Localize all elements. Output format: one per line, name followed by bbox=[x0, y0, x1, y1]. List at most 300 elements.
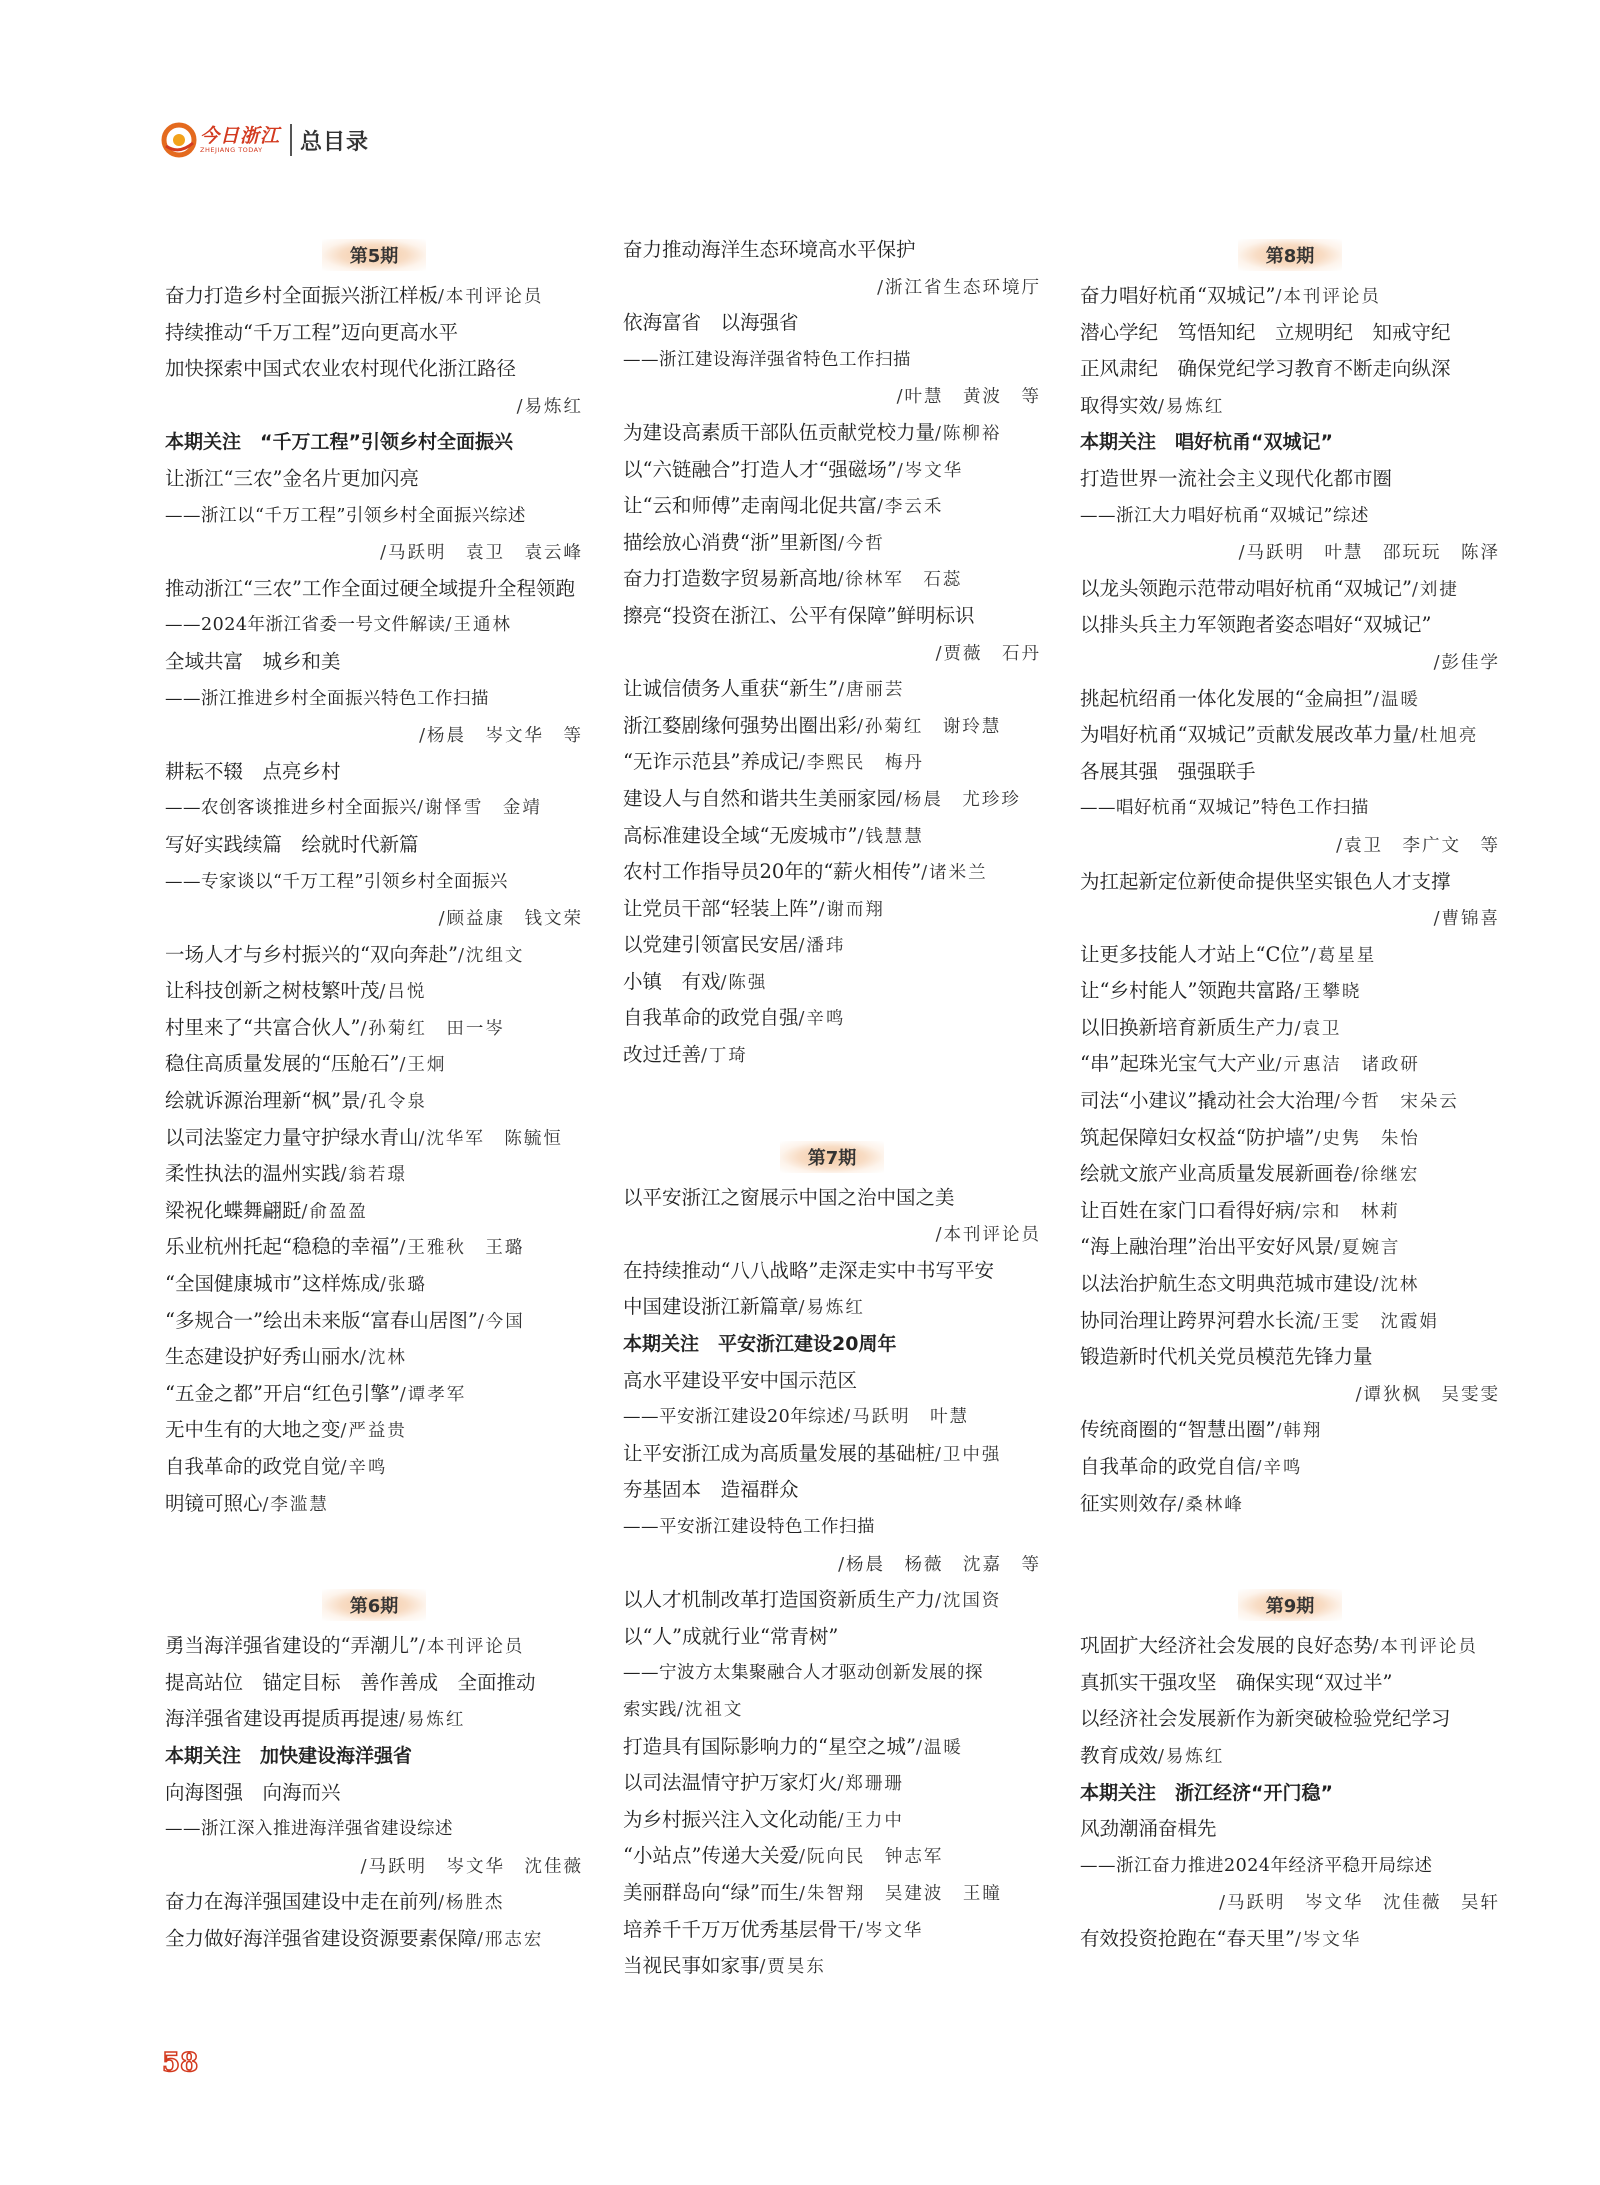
author-name: /郑珊珊 bbox=[837, 1774, 904, 1795]
entry-text: 让“乡村能人”领跑共富路 bbox=[1080, 979, 1295, 1003]
entry-text: 以人才机制改革打造国资新质生产力 bbox=[623, 1588, 936, 1612]
author-name: /沈林 bbox=[1372, 1275, 1420, 1296]
entry-text: 本期关注 “千万工程”引领乡村全面振兴 bbox=[165, 431, 513, 454]
author-name: /李云禾 bbox=[876, 497, 944, 518]
entry-text: 本期关注 浙江经济“开门稳” bbox=[1080, 1781, 1333, 1804]
author-line bbox=[623, 1216, 1041, 1253]
entry-text: 建设人与自然和谐共生美丽家园 bbox=[623, 786, 897, 810]
article-title bbox=[623, 1000, 1041, 1037]
author-line bbox=[1080, 900, 1500, 937]
entry-text: 索实践 bbox=[623, 1699, 677, 1720]
author-name: /顾益康 钱文荣 bbox=[438, 909, 583, 930]
issue-label: 第5期 bbox=[322, 239, 427, 271]
issue-label: 第7期 bbox=[780, 1141, 885, 1173]
article-title bbox=[1080, 1628, 1500, 1665]
article-title bbox=[165, 973, 583, 1010]
author-line bbox=[1080, 644, 1500, 681]
author-name: /谭狄枫 吴雯雯 bbox=[1355, 1384, 1500, 1405]
entry-text: 挑起杭绍甬一体化发展的“金扁担” bbox=[1080, 686, 1373, 710]
article-subtitle bbox=[1080, 1848, 1500, 1885]
issue-heading bbox=[165, 1582, 583, 1628]
author-name: /马跃明 岑文华 沈佳薇 bbox=[360, 1856, 583, 1877]
article-title bbox=[1080, 1193, 1500, 1230]
author-name: /邢志宏 bbox=[477, 1929, 544, 1950]
article-title bbox=[1080, 1449, 1500, 1486]
author-name: /马跃明 叶慧 bbox=[844, 1407, 970, 1428]
focus-heading bbox=[1080, 1775, 1500, 1812]
entry-text: “全国健康城市”这样炼成 bbox=[165, 1272, 380, 1296]
article-title bbox=[165, 1193, 583, 1230]
page-number bbox=[162, 2048, 200, 2086]
entry-text: 农村工作指导员20年的“薪火相传” bbox=[623, 860, 922, 884]
entry-text: 当视民事如家事 bbox=[623, 1954, 760, 1978]
article-title bbox=[623, 598, 1041, 635]
article-subtitle bbox=[165, 790, 583, 827]
author-name: /徐林军 石蕊 bbox=[837, 570, 963, 591]
author-name: /岑文华 bbox=[896, 460, 964, 481]
author-line bbox=[1080, 534, 1500, 571]
author-name: /钱慧慧 bbox=[857, 826, 924, 847]
entry-text: 写好实践续篇 绘就时代新篇 bbox=[165, 832, 419, 856]
entry-text: 巩固扩大经济社会发展的良好态势 bbox=[1080, 1634, 1373, 1658]
issue-label: 第8期 bbox=[1238, 239, 1343, 271]
entry-text: 高水平建设平安中国示范区 bbox=[623, 1368, 858, 1392]
entry-text: 为唱好杭甬“双城记”贡献发展改革力量 bbox=[1080, 723, 1412, 747]
article-title bbox=[1080, 1120, 1500, 1157]
article-title bbox=[165, 1775, 583, 1812]
article-title bbox=[1080, 1921, 1500, 1958]
author-line bbox=[1080, 1376, 1500, 1413]
article-title bbox=[165, 571, 583, 608]
author-name: /易炼红 bbox=[516, 396, 583, 417]
author-name: /易炼红 bbox=[1158, 1746, 1225, 1767]
author-name: /宗和 林莉 bbox=[1294, 1201, 1400, 1222]
entry-text: 擦亮“投资在浙江、公平有保障”鲜明标识 bbox=[623, 603, 975, 627]
article-title bbox=[623, 927, 1041, 964]
article-title bbox=[623, 1180, 1041, 1217]
author-name: /辛鸣 bbox=[798, 1009, 846, 1030]
author-name: /易炼红 bbox=[798, 1298, 865, 1319]
entry-text: 加快探索中国式农业农村现代化浙江路径 bbox=[165, 357, 517, 381]
article-title bbox=[1080, 973, 1500, 1010]
author-name: /李滥慧 bbox=[262, 1494, 329, 1515]
author-name: /杜旭亮 bbox=[1411, 726, 1479, 747]
toc-column-3 bbox=[1080, 232, 1500, 1958]
article-subtitle bbox=[165, 607, 583, 644]
entry-text: 以排头兵主力军领跑者姿态唱好“双城记” bbox=[1080, 613, 1432, 637]
entry-text: ——浙江奋力推进2024年经济平稳开局综述 bbox=[1080, 1855, 1433, 1876]
author-line bbox=[1080, 827, 1500, 864]
article-title bbox=[165, 754, 583, 791]
author-name: /吕悦 bbox=[379, 982, 427, 1003]
entry-text: 本期关注 唱好杭甬“双城记” bbox=[1080, 431, 1333, 454]
author-name: /曹锦喜 bbox=[1433, 909, 1500, 930]
entry-text: 以平安浙江之窗展示中国之治中国之美 bbox=[623, 1185, 955, 1209]
article-subtitle bbox=[623, 1655, 1041, 1692]
toc-column-2 bbox=[623, 232, 1041, 1985]
article-title bbox=[165, 1486, 583, 1523]
author-name: /袁卫 bbox=[1294, 1018, 1342, 1039]
logo-title: 今日浙江 bbox=[200, 125, 281, 147]
article-title bbox=[165, 315, 583, 352]
author-name: /葛星星 bbox=[1309, 945, 1377, 966]
article-subtitle bbox=[623, 1692, 1041, 1729]
author-name: /夏婉言 bbox=[1333, 1238, 1401, 1259]
entry-text: 依海富省 以海强省 bbox=[623, 311, 799, 335]
entry-text: 打造世界一流社会主义现代化都市圈 bbox=[1080, 466, 1393, 490]
article-title bbox=[1080, 717, 1500, 754]
author-name: /浙江省生态环境厅 bbox=[877, 277, 1041, 298]
author-name: /王炯 bbox=[399, 1055, 447, 1076]
entry-text: 以党建引领富民安居 bbox=[623, 933, 799, 957]
article-title bbox=[1080, 681, 1500, 718]
article-title bbox=[623, 1472, 1041, 1509]
entry-text: “多规合一”绘出未来版“富春山居图” bbox=[165, 1308, 478, 1332]
entry-text: 正风肃纪 确保党纪学习教育不断走向纵深 bbox=[1080, 357, 1451, 381]
article-title bbox=[165, 1921, 583, 1958]
article-title bbox=[623, 1802, 1041, 1839]
issue-heading bbox=[623, 1134, 1041, 1180]
entry-text: 一场人才与乡村振兴的“双向奔赴” bbox=[165, 942, 458, 966]
entry-text: 稳住高质量发展的“压舱石” bbox=[165, 1052, 400, 1076]
article-title bbox=[623, 232, 1041, 269]
entry-text: 以经济社会发展新作为新突破检验党纪学习 bbox=[1080, 1707, 1451, 1731]
author-name: /叶慧 黄波 等 bbox=[896, 387, 1041, 408]
article-title bbox=[165, 1884, 583, 1921]
entry-text: 筑起保障妇女权益“防护墙” bbox=[1080, 1125, 1315, 1149]
article-title bbox=[1080, 1738, 1500, 1775]
article-title bbox=[165, 461, 583, 498]
article-title bbox=[1080, 937, 1500, 974]
entry-text: 绘就诉源治理新“枫”景 bbox=[165, 1089, 361, 1113]
article-title bbox=[165, 1628, 583, 1665]
article-title bbox=[623, 415, 1041, 452]
article-title bbox=[1080, 1229, 1500, 1266]
article-title bbox=[1080, 1046, 1500, 1083]
entry-text: 为扛起新定位新使命提供坚实银色人才支撑 bbox=[1080, 869, 1451, 893]
author-name: /袁卫 李广文 等 bbox=[1336, 835, 1500, 856]
entry-text: 村里来了“共富合伙人” bbox=[165, 1015, 361, 1039]
author-name: /朱智翔 吴建波 王瞳 bbox=[798, 1883, 1002, 1904]
entry-text: “小站点”传递大关爱 bbox=[623, 1844, 799, 1868]
article-title bbox=[1080, 571, 1500, 608]
article-title bbox=[623, 305, 1041, 342]
issue-heading bbox=[165, 232, 583, 278]
author-line bbox=[165, 900, 583, 937]
entry-text: 提高站位 锚定目标 善作善成 全面推动 bbox=[165, 1670, 536, 1694]
entry-text: 让科技创新之树枝繁叶茂 bbox=[165, 979, 380, 1003]
article-title bbox=[623, 1948, 1041, 1985]
author-name: /陈柳裕 bbox=[935, 423, 1002, 444]
entry-text: “五金之都”开启“红色引擎” bbox=[165, 1381, 400, 1405]
article-subtitle bbox=[623, 342, 1041, 379]
entry-text: 培养千千万万优秀基层骨干 bbox=[623, 1917, 858, 1941]
article-title bbox=[1080, 1083, 1500, 1120]
entry-text: 让“云和师傅”走南闯北促共富 bbox=[623, 494, 877, 518]
author-line bbox=[165, 717, 583, 754]
entry-text: 以“人”成就行业“常青树” bbox=[623, 1624, 839, 1648]
author-name: /本刊评论员 bbox=[1372, 1637, 1478, 1658]
author-line bbox=[623, 378, 1041, 415]
article-title bbox=[1080, 754, 1500, 791]
entry-text: 为建设高素质干部队伍贡献党校力量 bbox=[623, 420, 936, 444]
entry-text: ——平安浙江建设特色工作扫描 bbox=[623, 1517, 875, 1537]
author-name: /沈祖文 bbox=[677, 1699, 744, 1720]
entry-text: 奋力打造数字贸易新高地 bbox=[623, 567, 838, 591]
author-name: /本刊评论员 bbox=[438, 287, 544, 307]
logo-text bbox=[200, 126, 280, 154]
article-title bbox=[1080, 1156, 1500, 1193]
focus-heading bbox=[623, 1326, 1041, 1363]
article-title bbox=[165, 937, 583, 974]
article-title bbox=[1080, 1339, 1500, 1376]
author-name: /王雅秋 王璐 bbox=[399, 1238, 525, 1259]
entry-text: 让党员干部“轻装上阵” bbox=[623, 896, 819, 920]
article-title bbox=[623, 561, 1041, 598]
article-title bbox=[623, 1619, 1041, 1656]
author-name: /辛鸣 bbox=[1255, 1458, 1303, 1478]
entry-text: ——浙江建设海洋强省特色工作扫描 bbox=[623, 349, 911, 370]
author-line bbox=[623, 269, 1041, 306]
author-name: /沈林 bbox=[360, 1348, 407, 1369]
article-subtitle bbox=[165, 498, 583, 535]
article-title bbox=[623, 671, 1041, 708]
article-title bbox=[165, 1229, 583, 1266]
entry-text: 让平安浙江成为高质量发展的基础桩 bbox=[623, 1441, 936, 1465]
article-title bbox=[165, 1339, 583, 1376]
article-title bbox=[623, 744, 1041, 781]
entry-text: 取得实效 bbox=[1080, 393, 1159, 417]
author-name: /亓惠洁 诸政研 bbox=[1275, 1055, 1420, 1076]
author-line bbox=[623, 1546, 1041, 1583]
entry-text: 奋力在海洋强国建设中走在前列 bbox=[165, 1890, 439, 1914]
author-name: /沈国资 bbox=[935, 1591, 1002, 1612]
article-title bbox=[165, 1010, 583, 1047]
article-title bbox=[623, 1363, 1041, 1400]
entry-text: 以“六链融合”打造人才“强磁场” bbox=[623, 457, 897, 481]
author-name: /本刊评论员 bbox=[1275, 287, 1381, 307]
entry-text: 高标准建设全域“无废城市” bbox=[623, 823, 858, 847]
entry-text: 潜心学纪 笃悟知纪 立规明纪 知戒守纪 bbox=[1080, 320, 1451, 344]
author-name: /孔令泉 bbox=[360, 1092, 427, 1113]
author-line bbox=[165, 1848, 583, 1885]
entry-text: ——浙江以“千万工程”引领乡村全面振兴综述 bbox=[165, 505, 526, 526]
entry-text: 有效投资抢跑在“春天里” bbox=[1080, 1926, 1295, 1950]
author-name: /马跃明 袁卫 袁云峰 bbox=[380, 543, 583, 564]
author-name: /贾薇 石丹 bbox=[935, 643, 1041, 664]
author-name: /谢而翔 bbox=[818, 899, 885, 920]
author-line bbox=[165, 534, 583, 571]
author-name: /岑文华 bbox=[1294, 1929, 1362, 1950]
entry-text: 绘就文旅产业高质量发展新画卷 bbox=[1080, 1162, 1354, 1186]
author-name: /杨晨 尤珍珍 bbox=[896, 789, 1021, 810]
author-name: /马跃明 叶慧 邵玩玩 陈泽 bbox=[1238, 543, 1500, 564]
entry-text: 以法治护航生态文明典范城市建设 bbox=[1080, 1272, 1373, 1296]
author-name: /韩翔 bbox=[1275, 1421, 1323, 1442]
article-title bbox=[165, 1412, 583, 1449]
entry-text: 推动浙江“三农”工作全面过硬全域提升全程领跑 bbox=[165, 576, 575, 600]
author-line bbox=[1080, 1884, 1500, 1921]
article-title bbox=[1080, 1303, 1500, 1340]
article-title bbox=[1080, 278, 1500, 315]
author-name: /贾昊东 bbox=[759, 1957, 826, 1978]
article-title bbox=[623, 854, 1041, 891]
article-title bbox=[165, 1046, 583, 1083]
entry-text: 乐业杭州托起“稳稳的幸福” bbox=[165, 1235, 400, 1259]
entry-text: 让浙江“三农”金名片更加闪亮 bbox=[165, 466, 419, 490]
article-title bbox=[1080, 388, 1500, 425]
author-name: /沈华军 陈毓恒 bbox=[418, 1128, 563, 1149]
author-name: /辛鸣 bbox=[340, 1458, 388, 1478]
author-name: /史隽 朱怡 bbox=[1314, 1128, 1420, 1149]
entry-text: “无诈示范县”养成记 bbox=[623, 750, 799, 774]
entry-text: ——宁波方太集聚融合人才驱动创新发展的探 bbox=[623, 1663, 983, 1684]
author-name: /易炼红 bbox=[399, 1710, 466, 1731]
entry-text: 描绘放心消费“浙”里新图 bbox=[623, 530, 838, 554]
entry-text: 真抓实干强攻坚 确保实现“双过半” bbox=[1080, 1670, 1393, 1694]
article-title bbox=[165, 1665, 583, 1702]
article-title bbox=[623, 1037, 1041, 1074]
author-name: /谢怿雪 金靖 bbox=[417, 798, 542, 819]
author-name: /唐丽芸 bbox=[837, 680, 905, 701]
entry-text: 柔性执法的温州实践 bbox=[165, 1162, 341, 1186]
entry-text: 自我革命的政党自信 bbox=[1080, 1455, 1256, 1478]
entry-text: 无中生有的大地之变 bbox=[165, 1418, 341, 1442]
article-title bbox=[165, 1303, 583, 1340]
entry-text: 以旧换新培育新质生产力 bbox=[1080, 1015, 1295, 1039]
article-title bbox=[1080, 1010, 1500, 1047]
author-name: /沈组文 bbox=[457, 945, 525, 966]
article-title bbox=[165, 1120, 583, 1157]
author-name: /杨晨 杨薇 沈嘉 等 bbox=[838, 1554, 1041, 1575]
entry-text: 为乡村振兴注入文化动能 bbox=[623, 1807, 838, 1831]
author-name: /孙菊红 谢玲慧 bbox=[857, 716, 1002, 737]
entry-text: 锻造新时代机关党员模范先锋力量 bbox=[1080, 1345, 1373, 1369]
author-name: /王雯 沈霞娟 bbox=[1314, 1311, 1439, 1332]
entry-text: 全力做好海洋强省建设资源要素保障 bbox=[165, 1926, 478, 1950]
entry-text: 让百姓在家门口看得好病 bbox=[1080, 1198, 1295, 1222]
article-title bbox=[1080, 461, 1500, 498]
entry-text: ——农创客谈推进乡村全面振兴 bbox=[165, 798, 417, 819]
entry-text: “海上融治理”治出平安好风景 bbox=[1080, 1235, 1334, 1259]
article-title bbox=[623, 891, 1041, 928]
entry-text: 各展其强 强强联手 bbox=[1080, 759, 1256, 783]
author-name: /谭孝军 bbox=[399, 1384, 467, 1405]
entry-text: 以司法鉴定力量守护绿水青山 bbox=[165, 1125, 419, 1149]
author-name: /俞盈盈 bbox=[301, 1201, 368, 1222]
entry-text: ——唱好杭甬“双城记”特色工作扫描 bbox=[1080, 798, 1369, 819]
article-title bbox=[165, 1266, 583, 1303]
article-title bbox=[623, 1729, 1041, 1766]
article-subtitle bbox=[165, 681, 583, 718]
entry-text: 本期关注 加快建设海洋强省 bbox=[165, 1744, 413, 1767]
entry-text: 奋力唱好杭甬“双城记” bbox=[1080, 284, 1276, 307]
entry-text: 夯基固本 造福群众 bbox=[623, 1478, 799, 1502]
entry-text: 美丽群岛向“绿”而生 bbox=[623, 1880, 799, 1904]
author-name: /李熙民 梅丹 bbox=[798, 753, 924, 774]
author-name: /今哲 bbox=[837, 533, 885, 554]
author-name: /彭佳学 bbox=[1433, 652, 1500, 673]
entry-text: ——浙江深入推进海洋强省建设综述 bbox=[165, 1819, 453, 1840]
issue-spacer bbox=[623, 1074, 1041, 1134]
author-name: /卫中强 bbox=[935, 1444, 1002, 1465]
author-name: /马跃明 岑文华 沈佳薇 吴轩 bbox=[1219, 1893, 1500, 1914]
entry-text: 让更多技能人才站上“C位” bbox=[1080, 942, 1310, 966]
article-title bbox=[165, 1083, 583, 1120]
page-header bbox=[160, 118, 369, 162]
author-name: /潘玮 bbox=[798, 936, 846, 957]
entry-text: 中国建设浙江新篇章 bbox=[623, 1295, 799, 1319]
author-name: /丁琦 bbox=[701, 1046, 748, 1067]
issue-heading bbox=[1080, 1582, 1500, 1628]
article-subtitle bbox=[1080, 498, 1500, 535]
article-title bbox=[623, 1765, 1041, 1802]
article-title bbox=[623, 781, 1041, 818]
author-name: /王通林 bbox=[445, 615, 512, 636]
article-subtitle bbox=[165, 1811, 583, 1848]
author-name: /本刊评论员 bbox=[935, 1225, 1041, 1246]
article-title bbox=[1080, 1701, 1500, 1738]
entry-text: 风劲潮涌奋楫先 bbox=[1080, 1817, 1217, 1841]
entry-text: 梁祝化蝶舞翩跹 bbox=[165, 1198, 302, 1222]
entry-text: 全域共富 城乡和美 bbox=[165, 649, 341, 673]
article-title bbox=[623, 488, 1041, 525]
article-title bbox=[623, 1436, 1041, 1473]
article-title bbox=[165, 644, 583, 681]
author-name: /今国 bbox=[477, 1311, 525, 1332]
entry-text: 传统商圈的“智慧出圈” bbox=[1080, 1418, 1276, 1442]
article-title bbox=[623, 525, 1041, 562]
entry-text: 奋力推动海洋生态环境高水平保护 bbox=[623, 238, 916, 261]
article-title bbox=[165, 827, 583, 864]
issue-spacer bbox=[1080, 1522, 1500, 1582]
article-title bbox=[623, 1289, 1041, 1326]
issue-label: 第9期 bbox=[1238, 1589, 1343, 1621]
entry-text: 自我革命的政党自觉 bbox=[165, 1455, 341, 1478]
author-name: /温暖 bbox=[1372, 689, 1420, 710]
article-title bbox=[623, 1912, 1041, 1949]
page-number-text: 58 bbox=[162, 2048, 199, 2078]
entry-text: ——浙江推进乡村全面振兴特色工作扫描 bbox=[165, 688, 489, 709]
article-title bbox=[1080, 607, 1500, 644]
article-subtitle bbox=[165, 864, 583, 901]
entry-text: 以司法温情守护万家灯火 bbox=[623, 1771, 838, 1795]
entry-text: 明镜可照心 bbox=[165, 1491, 263, 1515]
header-divider bbox=[290, 124, 292, 156]
author-name: /易炼红 bbox=[1158, 396, 1225, 417]
entry-text: 本期关注 平安浙江建设20周年 bbox=[623, 1333, 897, 1356]
article-subtitle bbox=[623, 1509, 1041, 1546]
author-name: /翁若璟 bbox=[340, 1165, 407, 1186]
author-name: /桑林峰 bbox=[1177, 1494, 1244, 1515]
article-title bbox=[623, 1253, 1041, 1290]
entry-text: 打造具有国际影响力的“星空之城” bbox=[623, 1734, 916, 1758]
article-title bbox=[1080, 351, 1500, 388]
article-title bbox=[165, 351, 583, 388]
author-name: /徐继宏 bbox=[1353, 1165, 1420, 1186]
entry-text: “串”起珠光宝气大产业 bbox=[1080, 1052, 1276, 1076]
article-title bbox=[165, 1156, 583, 1193]
author-name: /杨晨 岑文华 等 bbox=[419, 726, 583, 747]
article-subtitle bbox=[1080, 790, 1500, 827]
author-name: /今哲 宋朵云 bbox=[1333, 1092, 1459, 1113]
entry-text: 以龙头领跑示范带动唱好杭甬“双城记” bbox=[1080, 576, 1412, 600]
article-title bbox=[165, 1376, 583, 1413]
author-name: /王攀晓 bbox=[1294, 982, 1362, 1003]
entry-text: 征实则效存 bbox=[1080, 1491, 1178, 1515]
focus-heading bbox=[1080, 424, 1500, 461]
article-title bbox=[623, 818, 1041, 855]
